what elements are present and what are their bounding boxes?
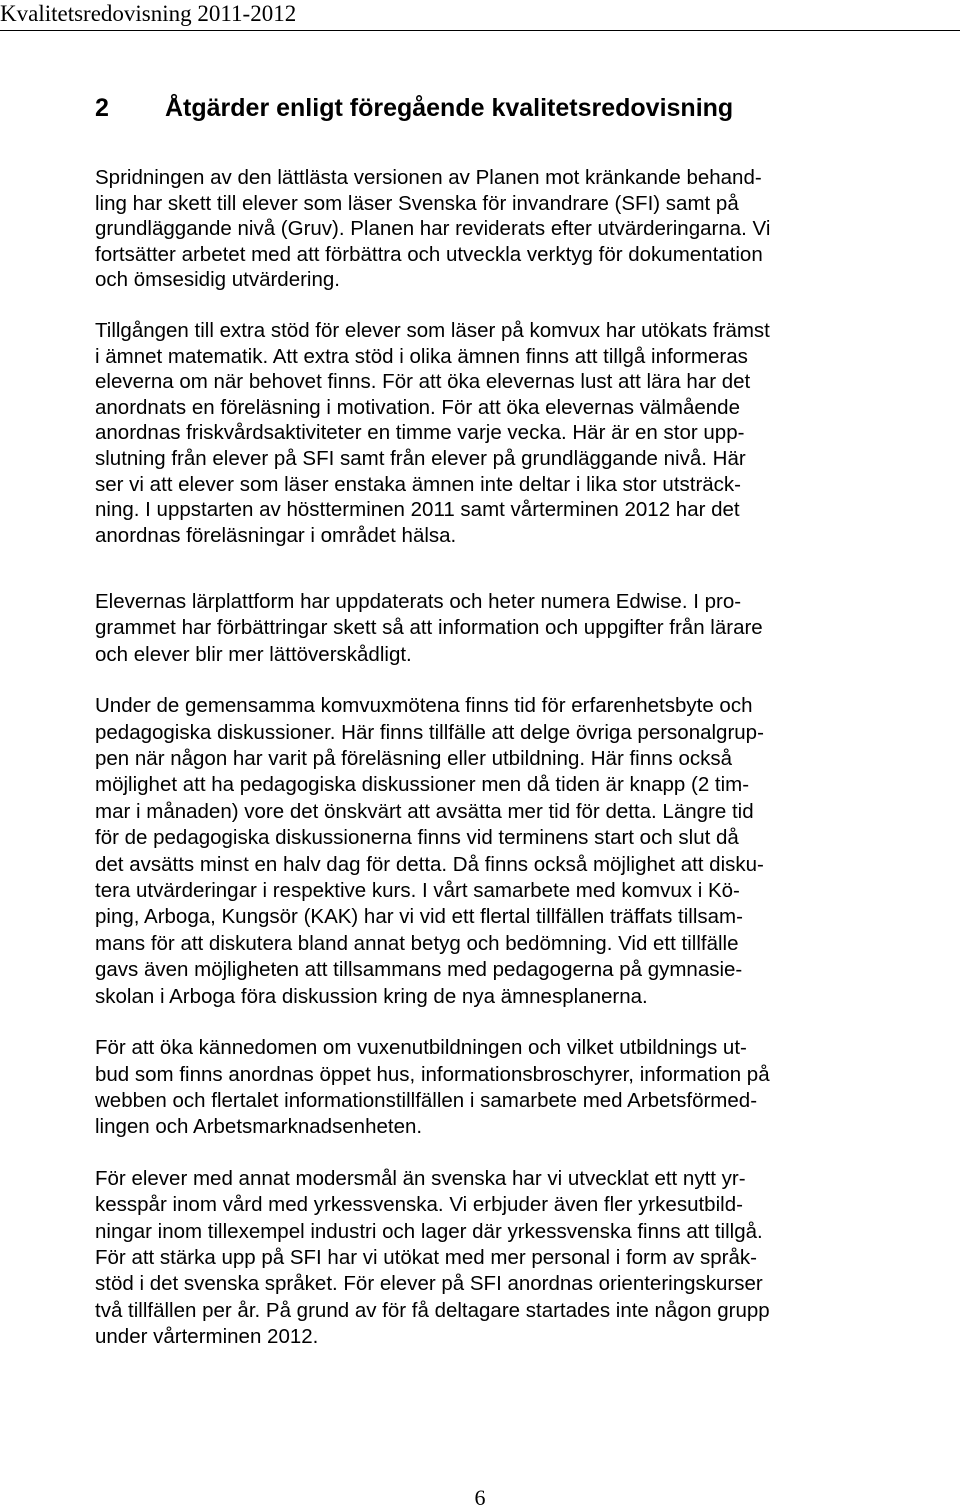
text-line: tera utvärderingar i respektive kurs. I vårt samarbete med komvux i Kö- [95, 879, 740, 903]
intro-paragraphs [95, 165, 855, 548]
text-line: anordnats en föreläsning i motivation. För att öka elevernas välmående [95, 395, 740, 419]
text-line: grundläggande nivå (Gruv). Planen har reviderats efter utvärderingarna. Vi [95, 217, 771, 241]
text-line: två tillfällen per år. På grund av för få deltagare startades inte någon grupp [95, 1298, 770, 1322]
paragraph-gap [95, 293, 855, 318]
text-line: grammet har förbättringar skett så att information och uppgifter från lärare [95, 616, 763, 640]
text-line: och ömsesidig utvärdering. [95, 268, 340, 292]
text-line: ping, Arboga, Kungsör (KAK) har vi vid ett flertal tillfällen träffats tillsam- [95, 905, 743, 929]
paragraph [95, 589, 855, 668]
text-line: gavs även möjligheten att tillsammans med pedagogerna på gymnasie- [95, 958, 743, 982]
text-line: pedagogiska diskussioner. Här finns tillfälle att delge övriga personalgrup- [95, 720, 764, 744]
text-line: anordnas föreläsningar i området hälsa. [95, 523, 457, 547]
text-line: bud som finns anordnas öppet hus, informationsbroschyrer, information på [95, 1062, 770, 1086]
text-line: mans för att diskutera bland annat betyg och bedömning. Vid ett tillfälle [95, 931, 739, 955]
paragraph [95, 1166, 855, 1351]
section-number: 2 [95, 94, 109, 122]
text-line: ser vi att elever som läser enstaka ämnen inte deltar i lika stor utsträck- [95, 472, 742, 496]
text-line: pen när någon har varit på föreläsning eller utbildning. Här finns också [95, 747, 733, 771]
text-line: och elever blir mer lättöverskådligt. [95, 642, 412, 666]
text-line: För elever med annat modersmål än svenska har vi utvecklat ett nytt yr- [95, 1166, 746, 1190]
text-line: lingen och Arbetsmarknadsenheten. [95, 1115, 423, 1139]
text-line: Under de gemensamma komvuxmötena finns tid för erfarenhetsbyte och [95, 694, 753, 718]
text-line: möjlighet att ha pedagogiska diskussioner men då tiden är knapp (2 tim- [95, 773, 750, 797]
text-line: webben och flertalet informationstillfällen i samarbete med Arbetsförmed- [95, 1088, 758, 1112]
text-line: För att öka kännedomen om vuxenutbildningen och vilket utbildnings ut- [95, 1036, 747, 1060]
text-line: under vårterminen 2012. [95, 1325, 319, 1349]
section-title: Åtgärder enligt föregående kvalitetsredovisning [165, 94, 734, 122]
paragraph-gap [95, 1010, 855, 1035]
text-line: mar i månaden) vore det önskvärt att avsätta mer tid för detta. Längre tid [95, 799, 754, 823]
text-line: För att stärka upp på SFI har vi utökat med mer personal i form av språk- [95, 1245, 757, 1269]
text-line: i ämnet matematik. Att extra stöd i olika ämnen finns att tillgå informeras [95, 344, 748, 368]
text-line: eleverna om när behovet finns. För att öka elevernas lust att lära har det [95, 370, 751, 394]
text-line: stöd i det svenska språket. För elever på SFI anordnas orienteringskurser [95, 1272, 763, 1296]
text-line: ningar inom tillexempel industri och lager där yrkessvenska finns att tillgå. [95, 1219, 763, 1243]
paragraph-gap [95, 1141, 855, 1166]
paragraph [95, 165, 855, 293]
text-line: kesspår inom vård med yrkessvenska. Vi erbjuder även fler yrkesutbild- [95, 1193, 743, 1217]
text-line: fortsätter arbetet med att förbättra och utveckla verktyg för dokumentation [95, 242, 763, 266]
page-number: 6 [474, 1485, 486, 1510]
text-line: Tillgången till extra stöd för elever som läser på komvux har utökats främst [95, 318, 770, 342]
text-line: Elevernas lärplattform har uppdaterats och heter numera Edwise. I pro- [95, 590, 742, 613]
running-header [0, 0, 960, 31]
text-line: för de pedagogiska diskussionerna finns vid terminens start och slut då [95, 826, 739, 850]
section-heading [95, 92, 733, 124]
text-line: slutning från elever på SFI samt från elever på grundläggande nivå. Här [95, 446, 746, 470]
text-line: anordnas friskvårdsaktiviteter en timme varje vecka. Här är en stor upp- [95, 421, 745, 445]
text-line: ning. I uppstarten av höstterminen 2011 samt vårterminen 2012 har det [95, 498, 740, 522]
text-line: skolan i Arboga föra diskussion kring de nya ämnesplanerna. [95, 984, 648, 1008]
paragraph-gap [95, 668, 855, 693]
main-paragraphs [95, 589, 855, 1351]
text-line: ling har skett till elever som läser Svenska för invandrare (SFI) samt på [95, 191, 739, 215]
paragraph [95, 318, 855, 548]
paragraph [95, 1035, 855, 1141]
paragraph [95, 693, 855, 1010]
text-line: Spridningen av den lättlästa versionen av Planen mot kränkande behand- [95, 166, 762, 189]
text-line: det avsätts minst en halv dag för detta. Då finns också möjlighet att disku- [95, 852, 764, 876]
document-title: Kvalitetsredovisning 2011-2012 [0, 1, 297, 26]
